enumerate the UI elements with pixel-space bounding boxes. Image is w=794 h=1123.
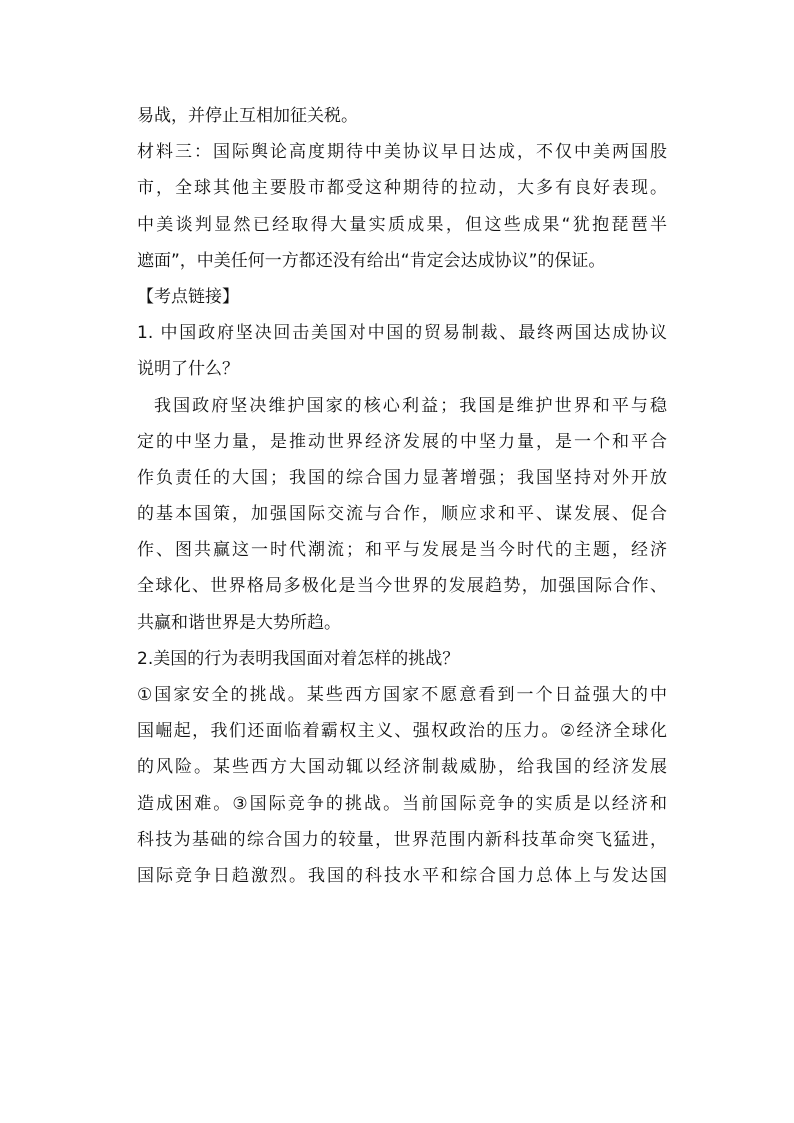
- text-line: 市，全球其他主要股市都受这种期待的拉动，大多有良好表现。: [137, 178, 667, 199]
- question-1-line: 1. 中国政府坚决回击美国对中国的贸易制裁、最终两国达成协议: [137, 323, 667, 344]
- answer-2-line: 国际竞争日趋激烈。我国的科技水平和综合国力总体上与发达国: [137, 865, 667, 886]
- answer-2-line: 造成困难。③国际竞争的挑战。当前国际竞争的实质是以经济和: [137, 793, 667, 814]
- answer-1-line: 的基本国策，加强国际交流与合作，顺应求和平、谋发展、促合: [137, 504, 667, 525]
- question-2-line: 2.美国的行为表明我国面对着怎样的挑战？: [137, 648, 460, 669]
- answer-2-line: 的风险。某些西方大国动辄以经济制裁威胁，给我国的经济发展: [137, 757, 667, 778]
- document-body: [137, 98, 667, 894]
- answer-2-line: 国崛起，我们还面临着霸权主义、强权政治的压力。②经济全球化: [137, 721, 667, 742]
- answer-1-line: 定的中坚力量，是推动世界经济发展的中坚力量，是一个和平合: [137, 431, 667, 452]
- answer-2-line: 科技为基础的综合国力的较量，世界范围内新科技革命突飞猛进，: [137, 829, 667, 850]
- answer-1-line: 共赢和谐世界是大势所趋。: [137, 612, 341, 633]
- section-heading: 【考点链接】: [137, 286, 239, 307]
- answer-1-line: 全球化、世界格局多极化是当今世界的发展趋势，加强国际合作、: [137, 576, 667, 597]
- text-line: 易战，并停止互相加征关税。: [137, 106, 358, 126]
- text-line: 遮面”，中美任何一方都还没有给出“肯定会达成协议”的保证。: [137, 250, 606, 271]
- text-line: 中美谈判显然已经取得大量实质成果，但这些成果“犹抱琵琶半: [137, 214, 667, 235]
- answer-1-line: 作、图共赢这一时代潮流；和平与发展是当今时代的主题，经济: [137, 540, 667, 561]
- question-1-line: 说明了什么？: [137, 359, 239, 380]
- answer-1-line: 作负责任的大国；我国的综合国力显著增强；我国坚持对外开放: [137, 467, 667, 488]
- answer-2-line: ①国家安全的挑战。某些西方国家不愿意看到一个日益强大的中: [137, 685, 667, 705]
- text-line: 材料三：国际舆论高度期待中美协议早日达成，不仅中美两国股: [137, 142, 667, 163]
- answer-1-line: 我国政府坚决维护国家的核心利益；我国是维护世界和平与稳: [154, 395, 667, 416]
